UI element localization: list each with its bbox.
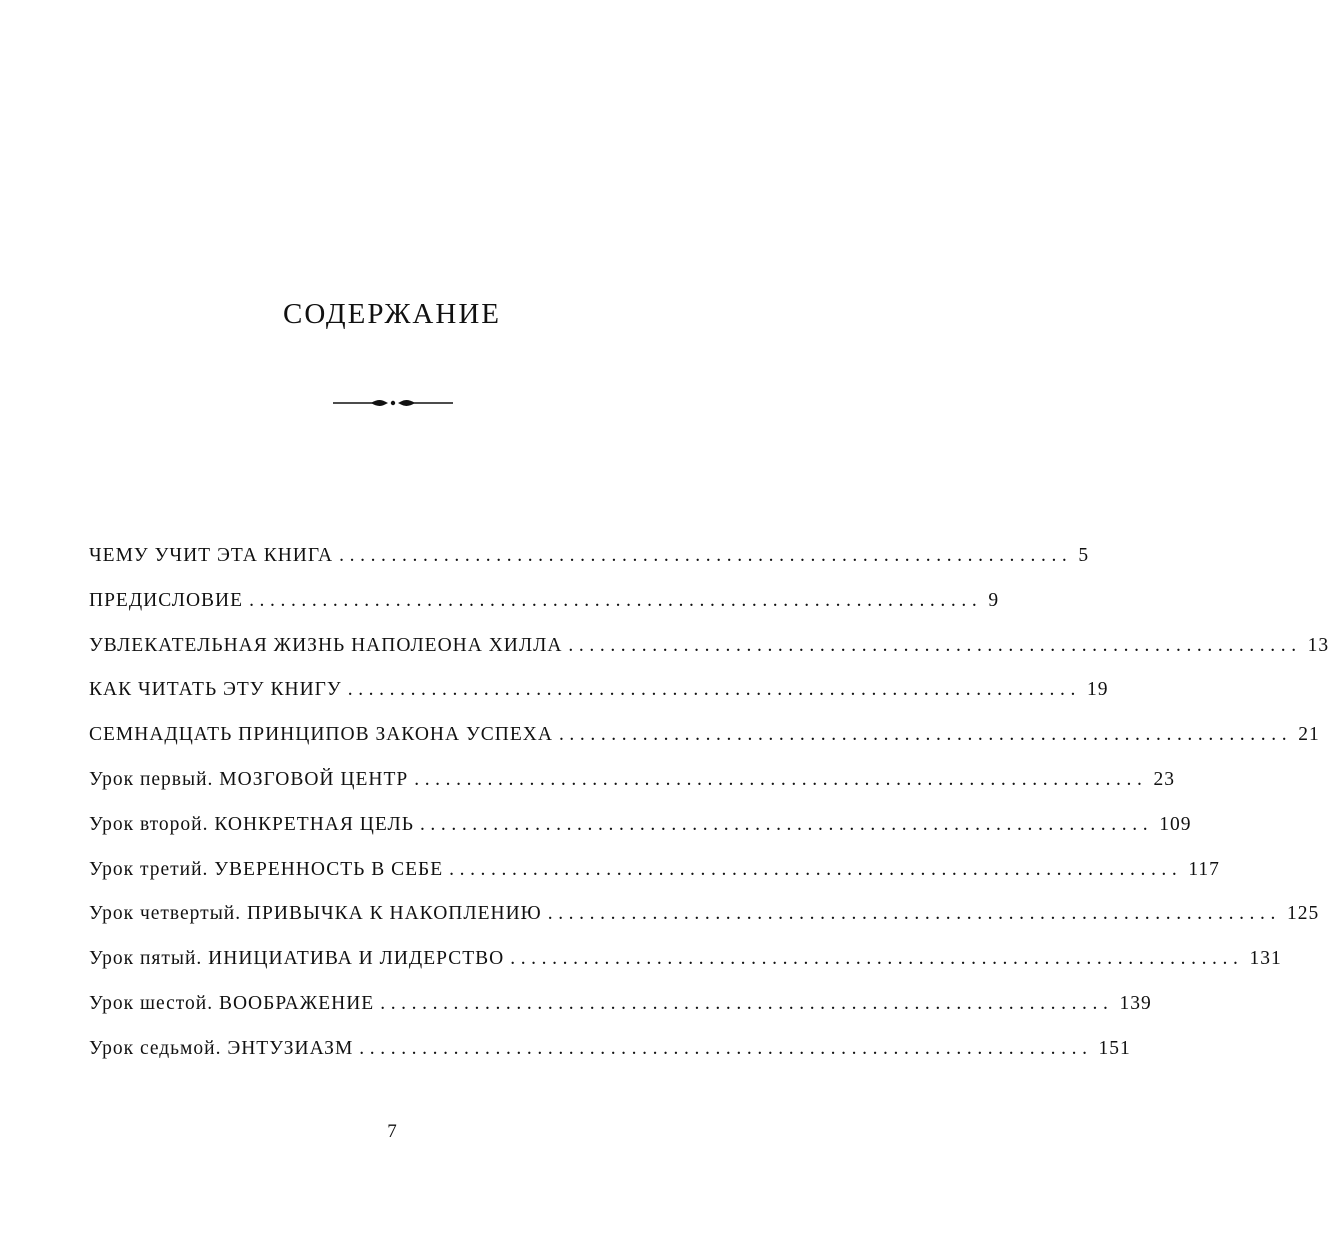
- toc-entry[interactable]: [89, 903, 1320, 948]
- toc-entry-title: УВЛЕКАТЕЛЬНАЯ ЖИЗНЬ НАПОЛЕОНА ХИЛЛА: [89, 634, 563, 656]
- toc-entry-page: 13: [1307, 634, 1329, 656]
- toc-dot-leader: ......................................................................: [347, 679, 1081, 701]
- toc-entry-page: 131: [1249, 948, 1282, 970]
- toc-entry-page: 23: [1153, 768, 1175, 790]
- toc-entry-title: КАК ЧИТАТЬ ЭТУ КНИГУ: [89, 679, 342, 701]
- toc-entry-page: 125: [1286, 903, 1320, 925]
- toc-entry[interactable]: [89, 992, 1152, 1038]
- toc-dot-leader: ......................................................................: [380, 992, 1114, 1014]
- decorative-rule-icon: [331, 394, 455, 412]
- toc-entry-title: Урок шестой. ВООБРАЖЕНИЕ: [89, 992, 375, 1014]
- toc-entry-page: 19: [1086, 679, 1109, 701]
- toc-entry-title: ПРЕДИСЛОВИЕ: [89, 589, 244, 611]
- table-of-contents: [89, 545, 1329, 1083]
- page-number: 7: [387, 1121, 397, 1142]
- toc-entry[interactable]: [89, 948, 1282, 993]
- toc-entry-page: 151: [1098, 1037, 1131, 1059]
- toc-entry-page: 117: [1188, 858, 1220, 880]
- toc-entry-title: ЧЕМУ УЧИТ ЭТА КНИГА: [89, 545, 334, 566]
- toc-entry-title: Урок пятый. ИНИЦИАТИВА И ЛИДЕРСТВО: [89, 948, 505, 970]
- toc-entry[interactable]: [89, 768, 1175, 814]
- toc-dot-leader: ......................................................................: [558, 724, 1293, 746]
- toc-entry-title: Урок второй. КОНКРЕТНАЯ ЦЕЛЬ: [89, 813, 414, 835]
- toc-entry-page: 109: [1159, 813, 1192, 835]
- toc-entry-title: Урок первый. МОЗГОВОЙ ЦЕНТР: [89, 768, 409, 790]
- toc-entry[interactable]: [89, 679, 1109, 724]
- toc-dot-leader: ......................................................................: [414, 768, 1148, 790]
- toc-entry-page: 9: [988, 589, 1000, 611]
- toc-entry[interactable]: [89, 545, 1090, 590]
- toc-dot-leader: ......................................................................: [547, 903, 1281, 925]
- page-title: СОДЕРЖАНИЕ: [283, 298, 501, 330]
- toc-dot-leader: ......................................................................: [339, 545, 1073, 566]
- toc-dot-leader: ......................................................................: [419, 813, 1154, 835]
- toc-entry-page: 21: [1298, 724, 1320, 746]
- toc-entry[interactable]: [89, 724, 1320, 769]
- toc-dot-leader: ......................................................................: [359, 1037, 1093, 1059]
- toc-entry[interactable]: [89, 813, 1192, 859]
- toc-dot-leader: ......................................................................: [510, 948, 1244, 970]
- toc-entry-title: Урок четвертый. ПРИВЫЧКА К НАКОПЛЕНИЮ: [89, 903, 542, 925]
- toc-dot-leader: ......................................................................: [449, 858, 1183, 880]
- toc-entry[interactable]: [89, 1037, 1131, 1083]
- toc-entry[interactable]: [89, 858, 1220, 904]
- toc-dot-leader: ......................................................................: [568, 634, 1302, 656]
- toc-entry-title: СЕМНАДЦАТЬ ПРИНЦИПОВ ЗАКОНА УСПЕХА: [89, 724, 553, 746]
- toc-entry-page: 139: [1119, 992, 1152, 1014]
- toc-entry-title: Урок седьмой. ЭНТУЗИАЗМ: [89, 1037, 354, 1059]
- toc-entry[interactable]: [89, 589, 1000, 635]
- toc-entry-title: Урок третий. УВЕРЕННОСТЬ В СЕБЕ: [89, 858, 444, 880]
- toc-entry-page: 5: [1078, 545, 1090, 566]
- toc-dot-leader: ......................................................................: [249, 589, 983, 611]
- toc-entry[interactable]: [89, 634, 1329, 680]
